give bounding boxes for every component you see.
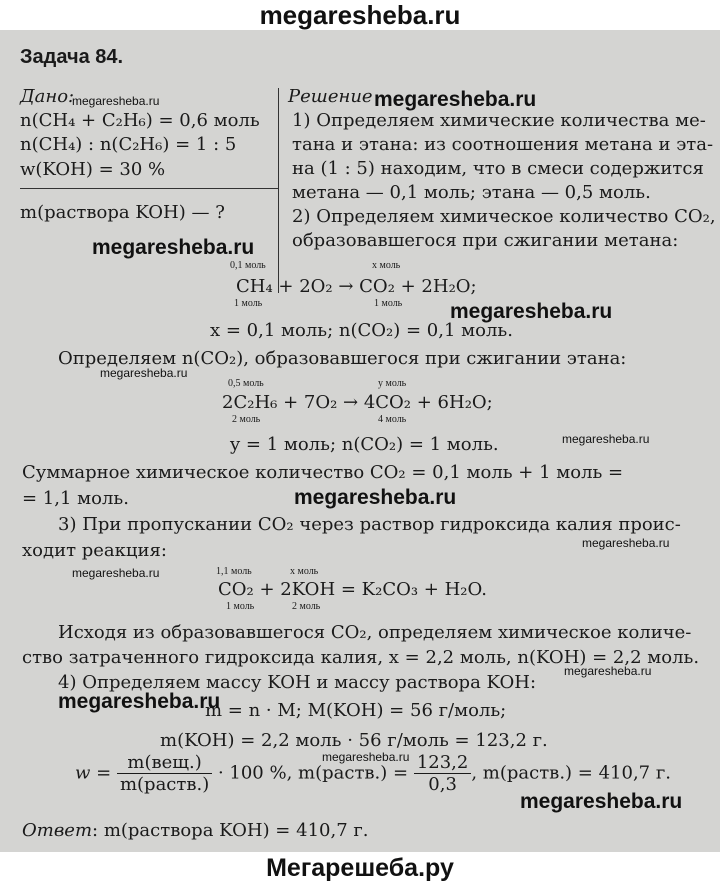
- formula-3-numerator: m(вещ.): [117, 752, 212, 774]
- watermark-small: megaresheba.ru: [322, 750, 410, 764]
- answer-line: [22, 820, 369, 841]
- solution-line-1: 1) Определяем химические количества ме-: [292, 110, 706, 131]
- watermark-small: megaresheba.ru: [564, 664, 652, 678]
- eq2-above-left: 0,5 моль: [228, 378, 264, 389]
- solution-line-2: тана и этана: из соотношения метана и эта-: [292, 134, 714, 155]
- given-divider: [20, 188, 278, 189]
- solution-line-12: Исходя из образовавшегося CO₂, определяем химическое количе-: [58, 622, 692, 643]
- formula-2: m(KOH) = 2,2 моль · 56 г/моль = 123,2 г.: [160, 730, 548, 751]
- solution-line-13: ство затраченного гидроксида калия, x = 2,2 моль, n(KOH) = 2,2 моль.: [22, 647, 700, 668]
- eq1-above-right: x моль: [372, 260, 401, 271]
- watermark-big: megaresheba.ru: [92, 236, 255, 259]
- solution-line-5: 2) Определяем химическое количество CO₂,: [292, 206, 716, 227]
- watermark-small: megaresheba.ru: [72, 566, 160, 580]
- solution-line-6: образовавшегося при сжигании метана:: [292, 230, 679, 251]
- watermark-small: megaresheba.ru: [72, 94, 160, 108]
- footer-site-name: Мегарешеба.ру: [266, 854, 454, 882]
- formula-3-end: , m(раств.) = 410,7 г.: [471, 762, 671, 784]
- formula-3-denominator-2: 0,3: [428, 774, 457, 795]
- given-vertical-divider: [278, 88, 279, 293]
- solution-line-3: на (1 : 5) находим, что в смеси содержится: [292, 158, 704, 179]
- solution-line-9: = 1,1 моль.: [22, 488, 129, 509]
- header-site-name: megaresheba.ru: [259, 0, 461, 30]
- equation-2: 2C₂H₆ + 7O₂ → 4CO₂ + 6H₂O;: [222, 392, 493, 413]
- solution-line-7: Определяем n(CO₂), образовавшегося при сжигании этана:: [58, 348, 627, 369]
- answer-text: : m(раствора KOH) = 410,7 г.: [92, 820, 369, 841]
- formula-3-fraction-2: [414, 752, 472, 795]
- equation-1: CH₄ + 2O₂ → CO₂ + 2H₂O;: [236, 276, 477, 297]
- watermark-big: megaresheba.ru: [294, 486, 457, 509]
- watermark-big: megaresheba.ru: [450, 300, 613, 323]
- eq3-below-right: 2 моль: [292, 601, 321, 612]
- eq1-below-left: 1 моль: [234, 298, 263, 309]
- formula-3-fraction-1: [117, 752, 212, 795]
- formula-3-denominator: m(раств.): [119, 774, 210, 795]
- eq1-above-left: 0,1 моль: [230, 260, 266, 271]
- eq3-above-left: 1,1 моль: [216, 566, 252, 577]
- site-footer: [0, 852, 720, 885]
- watermark-big: megaresheba.ru: [374, 88, 537, 111]
- given-line-1: n(CH₄ + C₂H₆) = 0,6 моль: [20, 110, 260, 131]
- given-find: m(раствора KOH) — ?: [20, 202, 225, 223]
- answer-label: Ответ: [22, 820, 93, 841]
- solution-line-8: Суммарное химическое количество CO₂ = 0,1 моль + 1 моль =: [22, 462, 624, 483]
- watermark-big: megaresheba.ru: [520, 790, 683, 813]
- watermark-small: megaresheba.ru: [100, 366, 188, 380]
- solution-line-10: 3) При пропускании CO₂ через раствор гидроксида калия проис-: [58, 514, 681, 535]
- result-2: y = 1 моль; n(CO₂) = 1 моль.: [230, 434, 499, 455]
- task-title: Задача 84.: [20, 46, 124, 68]
- watermark-small: megaresheba.ru: [562, 432, 650, 446]
- equation-3: CO₂ + 2KOH = K₂CO₃ + H₂O.: [218, 579, 487, 600]
- given-label: Дано:: [20, 86, 75, 107]
- textbook-page: [0, 30, 720, 852]
- result-1: x = 0,1 моль; n(CO₂) = 0,1 моль.: [210, 320, 513, 341]
- eq2-below-left: 2 моль: [232, 414, 261, 425]
- solution-line-4: метана — 0,1 моль; этана — 0,5 моль.: [292, 182, 651, 203]
- given-line-2: n(CH₄) : n(C₂H₆) = 1 : 5: [20, 134, 237, 155]
- site-header: [0, 0, 720, 30]
- solution-line-14: 4) Определяем массу KOH и массу раствора KOH:: [58, 672, 537, 693]
- formula-3-numerator-2: 123,2: [414, 752, 472, 774]
- formula-1: m = n · M; M(KOH) = 56 г/моль;: [205, 700, 507, 721]
- eq3-below-left: 1 моль: [226, 601, 255, 612]
- given-line-3: w(KOH) = 30 %: [20, 159, 166, 180]
- eq3-above-right: x моль: [290, 566, 319, 577]
- watermark-big: megaresheba.ru: [58, 690, 221, 713]
- solution-line-11: ходит реакция:: [22, 540, 167, 561]
- formula-3-middle: · 100 %, m(раств.) =: [217, 762, 409, 784]
- eq1-below-right: 1 моль: [374, 298, 403, 309]
- watermark-small: megaresheba.ru: [582, 536, 670, 550]
- eq2-above-right: y моль: [378, 378, 407, 389]
- eq2-below-right: 4 моль: [378, 414, 407, 425]
- formula-3-w: w =: [75, 762, 112, 784]
- solution-label: Решение: [288, 86, 373, 107]
